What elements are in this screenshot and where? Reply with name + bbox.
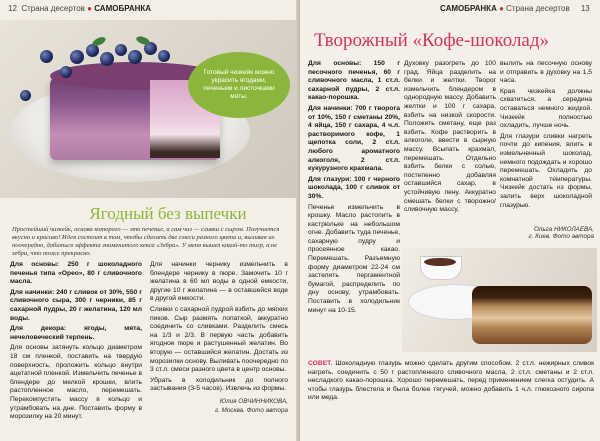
- author-place: г. Киев. Фото автора: [528, 233, 594, 240]
- cheesecake-photo: [0, 20, 298, 198]
- left-header: [8, 4, 151, 13]
- method-text: Сливки с сахарной пудрой взбить до мягких пиков. Сыр размять лопаткой, аккуратно соединить со сливками. Разделить смесь на 1/3 и 2/3. В первую часть добавить ягодное пюре и растушенный желатин. Во вторую — оставшийся желатин. Достать из морозилки основу. Выливать поочередно по 3 ст.л. смеси разного цвета в центр основы.: [150, 305, 288, 374]
- right-page-number: 13: [580, 4, 590, 13]
- ingredients-base: Для основы: 250 г шоколадного печенья типа «Орео», 80 г сливочного масла.: [10, 261, 142, 286]
- right-brand: САМОБРАНКА: [440, 4, 497, 13]
- method-text: Для глазури сливки нагреть почти до кипения, влить в измельченный шоколад, немного подождать и хорошо перемешать. Охладить до комнатной температуры. Чизкейк достать из формы, залить верх шоколадной глазурью.: [500, 132, 592, 209]
- right-column-2: [404, 60, 496, 217]
- tip-badge: Готовый чизкейк можно украсить ягодами, печеньем и листочками мяты.: [188, 52, 290, 118]
- author-signature: [150, 398, 288, 415]
- mint-leaf-icon: [91, 35, 107, 47]
- tip-label: СОВЕТ.: [308, 360, 333, 367]
- method-text: Для основы затянуть кольцо диаметром 18 см пленкой, поставить на твердую поверхность, проложить кольцо внутри ацетатной пленкой. Измельчить печенье в блендере до мелкой крошки, влить растопленное масло, перемешать. Перекомпустить массу в кольцо и утрамбовать на дне. Поставить форму в морозилку на 20 минут.: [10, 344, 142, 421]
- right-header: [440, 4, 590, 13]
- right-column-1: [308, 60, 400, 317]
- author-name: Ольга НИКОЛАЕВА,: [533, 226, 594, 233]
- blueberry-icon: [158, 50, 170, 62]
- cheesecake-slice: [472, 286, 592, 344]
- method-text: вылить на песочную основу и отправить в духовку на 1,5 часа.: [500, 60, 592, 85]
- ingredients-filling: Для начинки: 700 г творога от 10%, 150 г сметаны 20%, 4 яйца, 150 г сахара, 4 ч.л. растворимого кофе, 1 щепотка соли, 2 ст.л. любого ароматного алкоголя, 2 ст.л. кукурузного крахмала.: [308, 104, 400, 173]
- right-column-3: [500, 60, 592, 212]
- left-brand: САМОБРАНКА: [94, 4, 152, 13]
- coffee-cheesecake-photo: [402, 248, 597, 352]
- method-text: Убрать в холодильник до полного застывания (3-5 часов). Извлечь из формы.: [150, 376, 288, 393]
- left-section: Страна десертов: [21, 4, 85, 13]
- ingredients-glaze: Для глазури: 100 г черного шоколада, 100 г сливок от 30%.: [308, 175, 400, 200]
- recipe-intro: Простейший чизкейк, основа которого — это печенье, а сам чиз — сливки с сыром. Получается вкусно и красиво! Идея состоит в том, чтобы сделать две смеси разного цвета и, выливая их поочередно, добиться эффекта знаменитого кекса «Зебра». У меня вышел какой-то тигр, а не зебра, что тоже прекрасно.: [12, 226, 280, 257]
- blueberry-icon: [128, 50, 142, 64]
- blueberry-icon: [20, 90, 31, 101]
- blueberry-icon: [115, 44, 127, 56]
- left-column-2: [150, 261, 288, 415]
- recipe-title-left: Ягодный без выпечки: [89, 204, 247, 223]
- header-dot-icon: ●: [87, 4, 92, 13]
- ingredients-decor: Для декора: ягоды, мята, нечеловеческий терпень.: [10, 325, 142, 341]
- header-dot-icon: ●: [499, 4, 504, 13]
- right-page: [300, 0, 600, 441]
- ingredients-base: Для основы: 150 г песочного печенья, 60 г сливочного масла, 1 ст.л. сахарной пудры, 2 ст.л. какао-порошка.: [308, 60, 400, 102]
- blueberry-icon: [70, 50, 84, 64]
- method-text: Духовку разогреть до 100 град. Яйца разделить на белки и желтки. Творог измельчить блендером в однородную массу. Добавить желтки и 100 г сахара, взбить на низкой скорости. Положить сметану, еще раз взбить. Кофе растворить в алкоголе, ввести в сырную массу. Всыпать крахмал, перемешать. Отдельно взбить белки с солью, постепенно добавляя оставшийся сахар, в устойчивую пену. Аккуратно смешать белки с творожно/сливочную массу,: [404, 60, 496, 214]
- left-page-number: 12: [8, 4, 17, 13]
- right-section: Страна десертов: [506, 4, 570, 13]
- author-name: Юлия ОВЧИННИКОВА,: [219, 397, 288, 405]
- coffee-surface: [424, 258, 456, 266]
- method-text: Печенье измельчить в крошку. Масло растопить в кастрюльке на небольшом огне. Добавить туда печенье, сахарную пудру и просеянное какао. Перемешать. Разъемную форму диаметром 22-24 см застелить пергаментной бумагой, распределить по дну основу, утрамбовать. Поставить в холодильник минут на 10-15.: [308, 203, 400, 314]
- method-text: Края чизкейка должны схватиться, а середина оставаться немного жидкой. Чизкейк полностью охладить, лучше ночь.: [500, 87, 592, 130]
- left-page: [0, 0, 298, 441]
- author-signature: [529, 226, 594, 240]
- left-column-1: [10, 261, 142, 424]
- tip-box: [308, 360, 594, 403]
- blueberry-icon: [100, 52, 114, 66]
- method-text: Для начинки чернику измельчить в блендере чернику в пюре. Замочить 10 г желатина в 60 мл воды в одной емкости, другие 10 г желатина — в оставшейся воде в другой емкости.: [150, 261, 288, 303]
- recipe-title-right: Творожный «Кофе-шоколад»: [314, 30, 550, 51]
- blueberry-icon: [60, 66, 72, 78]
- author-place: г. Москва. Фото автора: [215, 406, 288, 414]
- ingredients-filling: Для начинки: 240 г сливок от 30%, 550 г сливочного сыра, 300 г черники, 85 г сахарной пудры, 20 г желатина, 120 мл воды.: [10, 288, 142, 322]
- tip-text: Шоколадную глазурь можно сделать другим способом. 2 ст.л. нежирных сливок нагреть, соединить с 50 г растопленного сливочного масла, 2 ст.л. сметаны и 2 ст.л. несладкого какао-порошка. Хорошо перемешать, перед применением слегка остудить. А чтобы глазурь блестела и была более тягучей, можно добавить 1 ч.л. глюкозного сиропа или меда.: [308, 360, 594, 402]
- blueberry-icon: [40, 50, 53, 63]
